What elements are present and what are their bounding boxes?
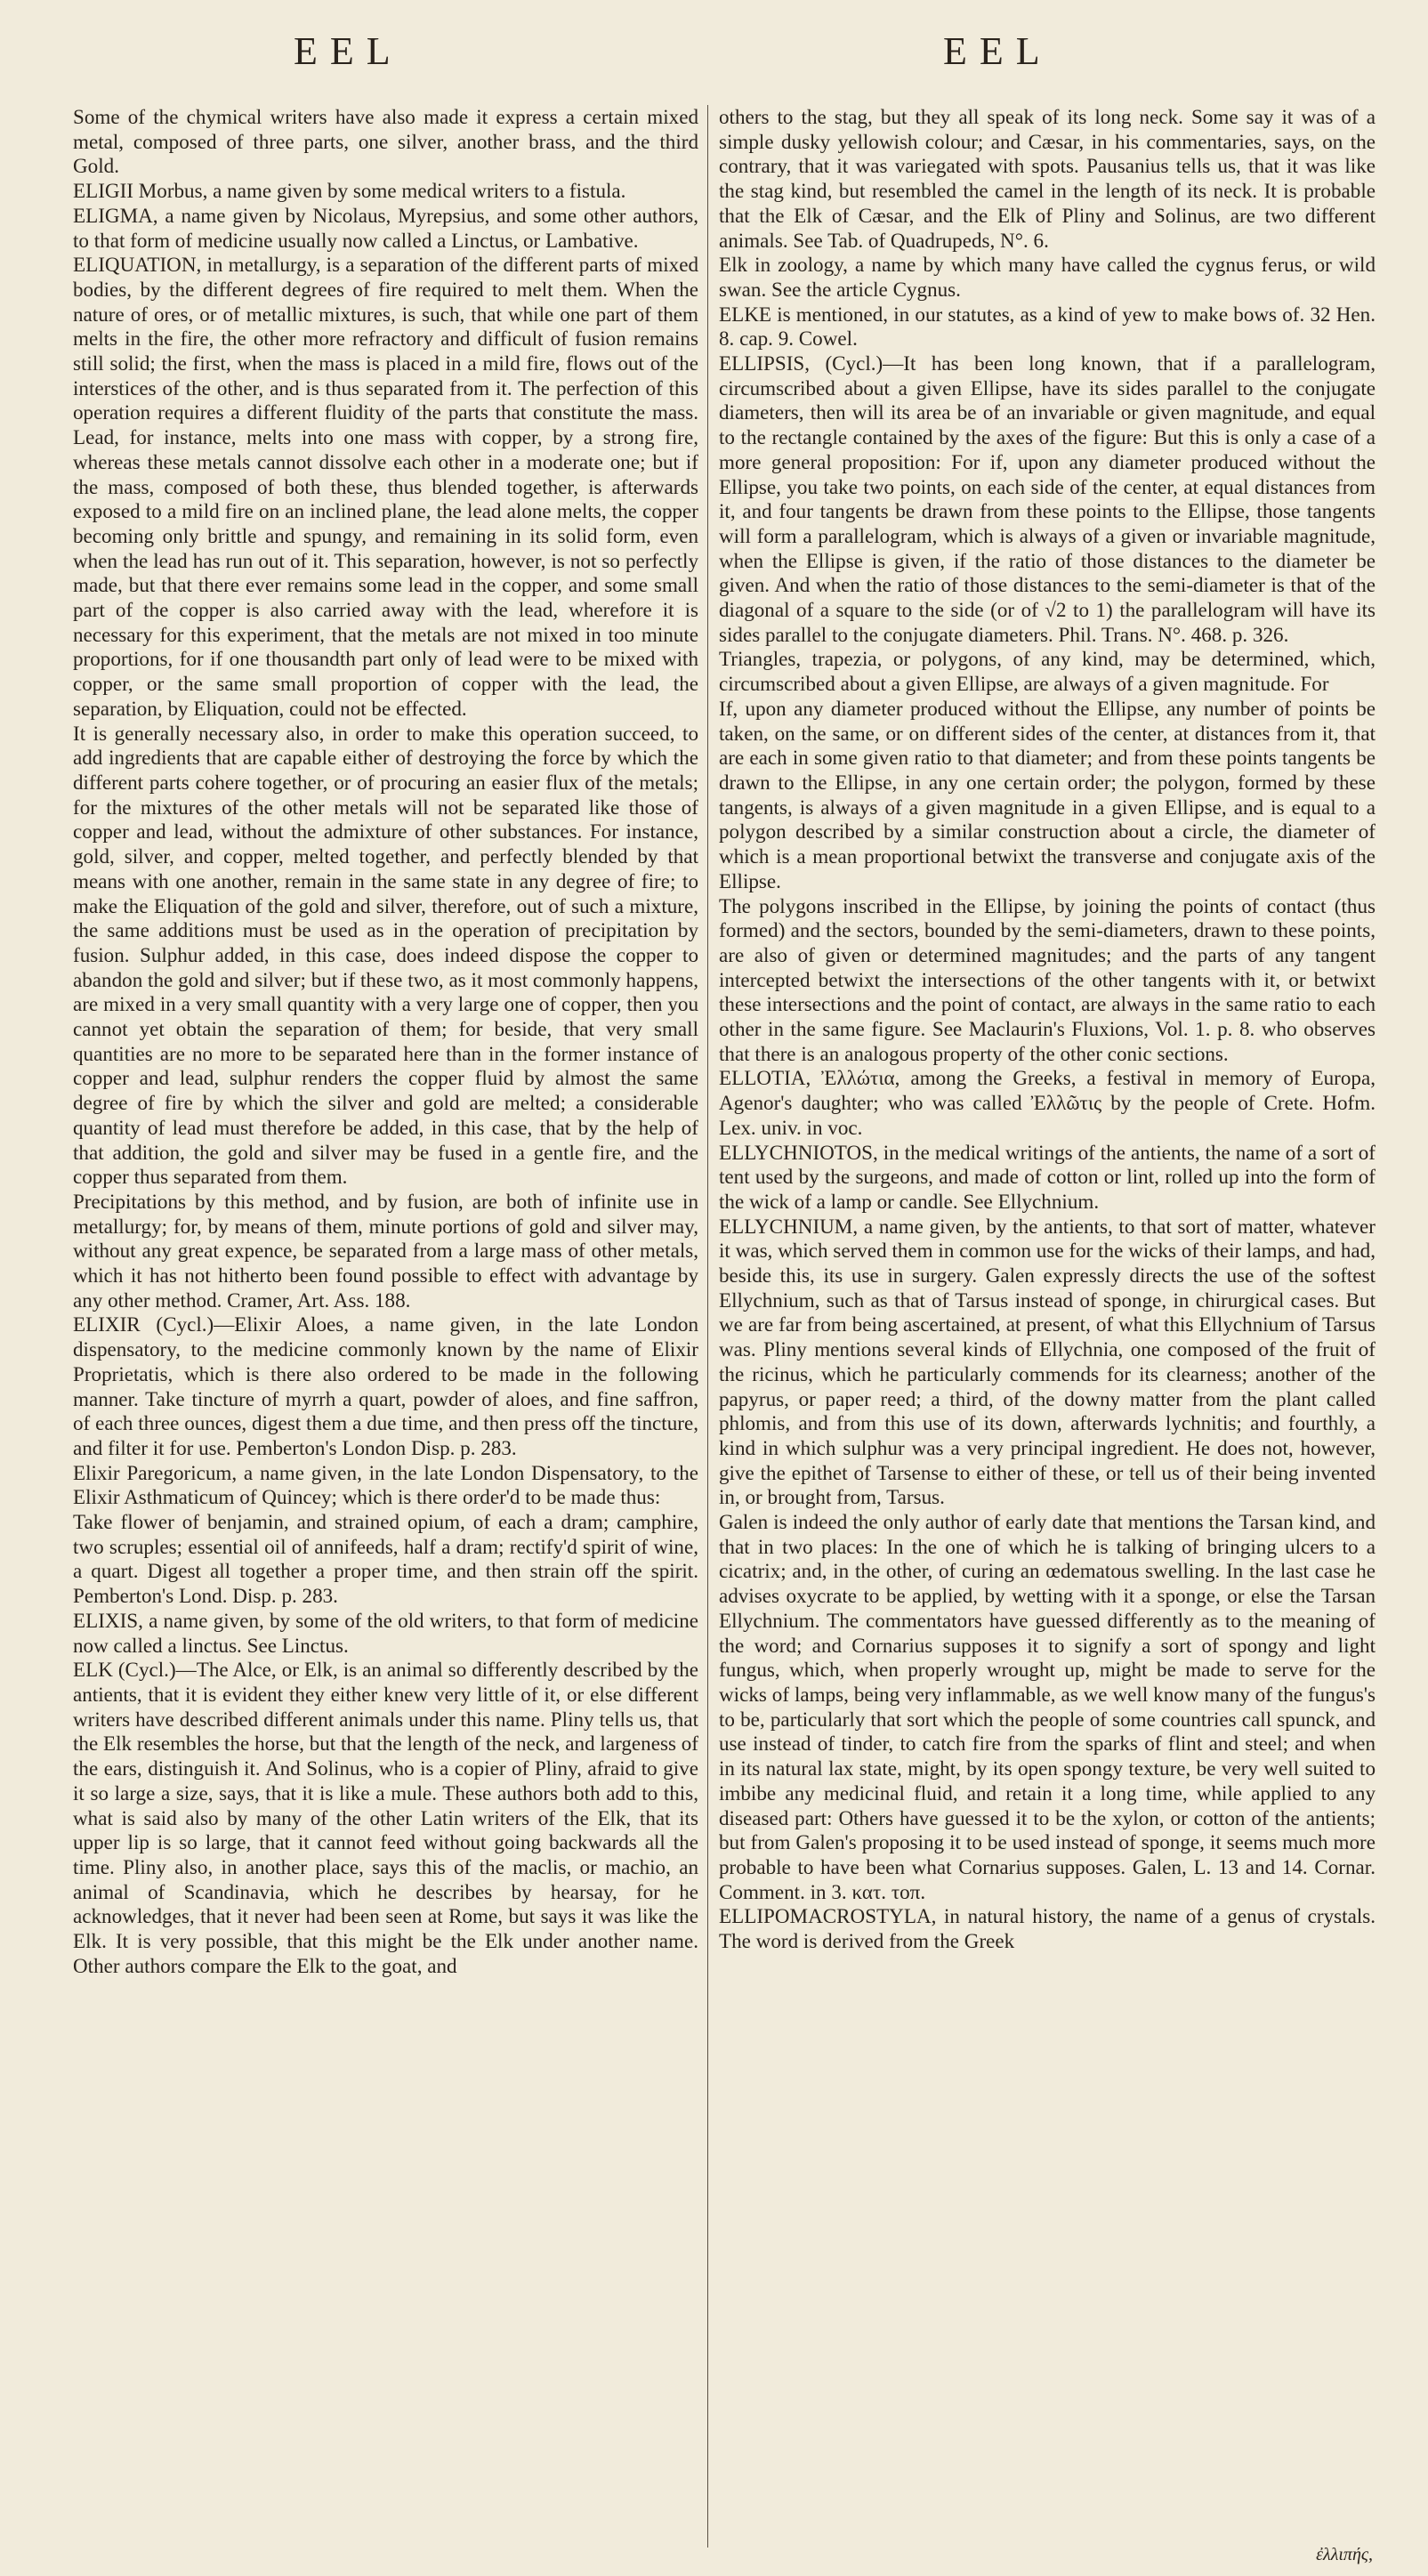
catchword: ἐλλιπής, [1316, 2545, 1373, 2564]
entry-ellipsis-if: If, upon any diameter produced without the Ellipse, any number of points be taken, on the same, or on different sides of the center, at distances from it, that are each in some given ratio to that diameter; and from these points tangents be drawn to the Ellipse, in any one certain order; the polygon, formed by these tangents, is always of a given magnitude in a given Ellipse, and is equal to a polygon described by a similar construction about a circle, the diameter of which is a mean proportional betwixt the transverse and conjugate axis of the Ellipse. [719, 696, 1376, 892]
entry-elixir-aloes: ELIXIR (Cycl.)—Elixir Aloes, a name given, in the late London dispensatory, to the medicine commonly known by the name of Elixir Proprietatis, which is there also ordered to be made in the following manner. Take tincture of myrrh a quart, powder of aloes, and fine saffron, of each three ounces, digest them a due time, and then press off the tincture, and filter it for use. Pemberton's London Disp. p. 283. [73, 1312, 698, 1459]
entry-eliquation-para-2: It is generally necessary also, in order to make this operation succeed, to add ingredients that are capable either of destroying the force by which the different parts cohere together, or of procuring an easier flux of the metals; for the mixtures of the other metals will not be separated like those of copper and lead, without the admixture of other substances. For instance, gold, silver, and copper, melted together, and perfectly blended by that means with one another, remain in the same state in any degree of fire; to make the Eliquation of the gold and silver, therefore, out of such a mixture, the same additions must be used as in the operation of precipitation by fusion. Sulphur added, in this case, does indeed dispose the copper to abandon the gold and silver; but if these two, as it most commonly happens, are mixed in a very small quantity with a very large one of copper, then you cannot yet obtain the separation of them; for beside, that very small quantities are no more to be separated here than in the former instance of copper and lead, sulphur renders the copper fluid by almost the same degree of fire by which the silver and gold are melted; a considerable quantity of lead must therefore be added, in this case, that by the help of that addition, the gold and silver may be fused in a gentle fire, and the copper thus separated from them. [73, 721, 698, 1189]
entry-eliquation: ELIQUATION, in metallurgy, is a separation of the different parts of mixed bodies, by the different degrees of fire required to melt them. When the nature of ores, or of metallic mixtures, is such, that while one part of them melts in the fire, the other more refractory and difficult of fusion remains still solid; the first, when the mass is placed in a mild fire, flows out of the interstices of the other, and is thus separated from it. The perfection of this operation requires a different fluidity of the parts that constitute the mass. Lead, for instance, melts into one mass with copper, by a strong fire, whereas these metals cannot dissolve each other in a moderate one; but if the mass, composed of both these, thus blended together, is afterwards exposed to a mild fire on an inclined plane, the lead alone melts, the copper becoming only brittle and spungy, and remaining in its solid form, even when the lead has run out of it. This separation, however, is not so perfectly made, but that there ever remains some lead in the copper, and some small part of the copper is also carried away with the lead, wherefore it is necessary for this experiment, that the metals are not mixed in too minute proportions, for if one thousandth part only of lead were to be mixed with copper, or the same small proportion of copper with the lead, the separation, by Eliquation, could not be effected. [73, 253, 698, 720]
entry-ellychniotos: ELLYCHNIOTOS, in the medical writings of the antients, the name of a sort of tent used by the surgeons, and made of cotton or lint, rolled up into the form of the wick of a lamp or candle. See Ellychnium. [719, 1140, 1376, 1213]
entry-elk-zoology: Elk in zoology, a name by which many have called the cygnus ferus, or wild swan. See the article Cygnus. [719, 253, 1376, 301]
entry-ellotia: ELLOTIA, Ἐλλώτια, among the Greeks, a festival in memory of Europa, Agenor's daughter; who was called Ἐλλῶτις by the people of Crete. Hofm. Lex. univ. in voc. [719, 1066, 1376, 1139]
entry-elixir-recipe: Take flower of benjamin, and strained opium, of each a dram; camphire, two scruples; essential oil of annifeeds, half a dram; rectify'd spirit of wine, a quart. Digest all together a proper time, and then strain off the spirit. Pemberton's Lond. Disp. p. 283. [73, 1510, 698, 1608]
column-divider [707, 105, 708, 2548]
entry-ellychnium-galen: Galen is indeed the only author of early date that mentions the Tarsan kind, and that in two places: In the one of which he is talking of bringing ulcers to a cicatrix; and, in the other, of curing an œdematous swelling. In the last case he advises oxycrate to be applied, by wetting with it a sponge, or else the Tarsan Ellychnium. The commentators have guessed differently as to the meaning of the word; and Cornarius supposes it to signify a sort of spongy and light fungus, which, when properly wrought up, might be made to serve for the wicks of lamps, being very inflammable, as we well know many of the fungus's to be, particularly that sort which the people of some countries call spunck, and use instead of tinder, to catch fire from the sparks of flint and steel; and when in its natural lax state, might, by its open spongy texture, be very well suited to imbibe any medicinal fluid, and retain it a long time, while applied to any diseased part: Others have guessed it to be the xylon, or cotton of the antients; but from Galen's proposing it to be used instead of sponge, it seems much more probable to have been what Cornarius supposes. Galen, L. 13 and 14. Cornar. Comment. in 3. κατ. τοπ. [719, 1510, 1376, 1903]
entry-precipitations: Precipitations by this method, and by fusion, are both of infinite use in metallurgy; for, by means of them, minute portions of gold and silver may, without any great expence, be separated from a large mass of other metals, which it has not hitherto been found possible to effect with advantage by any other method. Cramer, Art. Ass. 188. [73, 1189, 698, 1312]
entry-eligii: ELIGII Morbus, a name given by some medical writers to a fistula. [73, 179, 626, 203]
entry-elk: ELK (Cycl.)—The Alce, or Elk, is an animal so differently described by the antients, that it is evident they either knew very little of it, or else different writers have described different animals under this name. Pliny tells us, that the Elk resembles the horse, but that the length of the neck, and largeness of the ears, distinguish it. And Solinus, who is a copier of Pliny, afraid to give it so large a size, says, that it is like a mule. These authors both add to this, what is said also by many of the other Latin writers of the Elk, that its upper lip is so large, that it cannot feed without going backwards all the time. Pliny also, in another place, says this of the maclis, or machio, an animal of Scandinavia, which he describes by hearsay, for he acknowledges, that it never had been seen at Rome, but says it was like the Elk. It is very possible, that this might be the Elk under another name. Other authors compare the Elk to the goat, and [73, 1658, 698, 1977]
entry-ellipsis: ELLIPSIS, (Cycl.)—It has been long known, that if a parallelogram, circumscribed about a given Ellipse, have its sides parallel to the conjugate diameters, then will its area be of an invariable or given magnitude, and equal to the rectangle contained by the axes of the figure: But this is only a case of a more general proposition: For if, upon any diameter produced without the Ellipse, you take two points, on each side of the center, at equal distances from it, and four tangents be drawn from these points to the Ellipse, those tangents will form a parallelogram, which is always of a given or invariable magnitude, when the Ellipse is given, if the ratio of those distances to the diameter be given. And when the ratio of those distances to the semi-diameter is that of the diagonal of a square to the side (or of √2 to 1) the parallelogram will have its sides parallel to the conjugate diameters. Phil. Trans. N°. 468. p. 326. [719, 351, 1376, 646]
right-column [719, 105, 1376, 1954]
entry-elk-continued: others to the stag, but they all speak of its long neck. Some say it was of a simple dusky yellowish colour; and Cæsar, in his commentaries, says, on the contrary, that it was variegated with spots. Pausanius tells us, that it was like the stag kind, but resembled the camel in the length of its neck. It is probable that the Elk of Cæsar, and the Elk of Pliny and Solinus, are two different animals. See Tab. of Quadrupeds, N°. 6. [719, 105, 1376, 252]
entry-elke: ELKE is mentioned, in our statutes, as a kind of yew to make bows of. 32 Hen. 8. cap. 9. Cowel. [719, 302, 1376, 351]
entry-ellipsis-polygons: The polygons inscribed in the Ellipse, by joining the points of contact (thus formed) and the sectors, bounded by the semi-diameters, drawn to these points, are also of given or determined magnitudes; and the parts of any tangent intercepted betwixt the intersections of the other tangents with it, or betwixt these intersections and the point of contact, are always in the same ratio to each other in the same figure. See Maclaurin's Fluxions, Vol. 1. p. 8. who observes that there is an analogous property of the other conic sections. [719, 893, 1376, 1065]
running-head-left: EEL [294, 29, 403, 73]
entry-elixir-paregoricum: Elixir Paregoricum, a name given, in the late London Dispensatory, to the Elixir Asthmaticum of Quincey; which is there order'd to be made thus: [73, 1460, 698, 1509]
running-head-right: EEL [943, 29, 1053, 73]
entry-elixis: ELIXIS, a name given, by some of the old writers, to that form of medicine now called a linctus. See Linctus. [73, 1608, 698, 1657]
entry-ellipomacrostyla: ELLIPOMACROSTYLA, in natural history, the name of a genus of crystals. The word is derived from the Greek [719, 1904, 1376, 1953]
entry-eligma: ELIGMA, a name given by Nicolaus, Myrepsius, and some other authors, to that form of medicine usually now called a Linctus, or Lambative. [73, 203, 698, 252]
left-column [73, 105, 698, 1978]
entry-ellychnium: ELLYCHNIUM, a name given, by the antients, to that sort of matter, whatever it was, which served them in common use for the wicks of their lamps, and had, beside this, its use in surgery. Galen expressly directs the use of the softest Ellychnium, such as that of Tarsus instead of sponge, in chirurgical cases. But we are far from being ascertained, at present, of what this Ellychnium of Tarsus was. Pliny mentions several kinds of Ellychnia, one composed of the fruit of the ricinus, which he particularly commends for its clearness; another of the papyrus, or paper reed; a third, of the downy matter from the plant called phlomis, and from this use of its down, afterwards lychnitis; and fourthly, a kind in which sulphur was a very principal ingredient. He does not, however, give the epithet of Tarsense to either of these, or tell us of their being invented in, or brought from, Tarsus. [719, 1214, 1376, 1509]
entry-continuation: Some of the chymical writers have also made it express a certain mixed metal, composed of three parts, one silver, another brass, and the third Gold. [73, 105, 698, 178]
entry-ellipsis-triangles: Triangles, trapezia, or polygons, of any kind, may be determined, which, circumscribed about a given Ellipse, are always of a given magnitude. For [719, 647, 1376, 696]
